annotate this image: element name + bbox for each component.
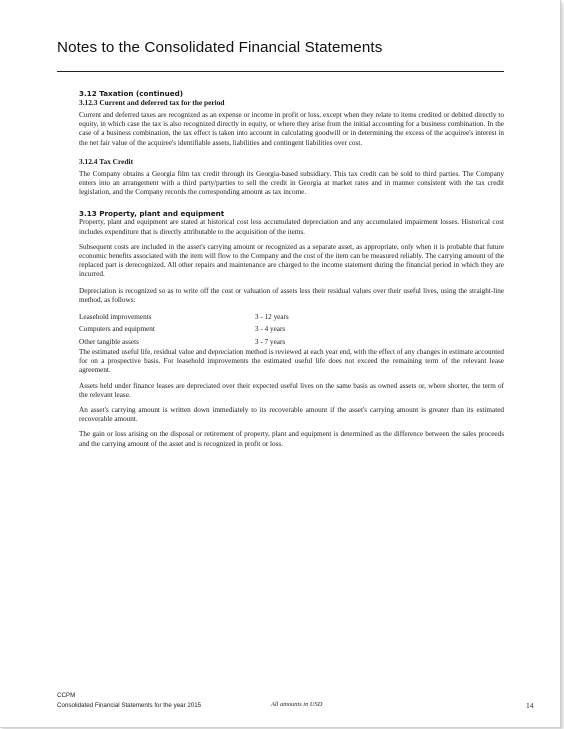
useful-life-years: 3 - 12 years bbox=[255, 313, 289, 322]
section-heading-3-12: 3.12 Taxation (continued) bbox=[79, 89, 184, 98]
useful-life-years: 3 - 7 years bbox=[255, 337, 286, 346]
subsection-heading-3-12-3: 3.12.3 Current and deferred tax for the period bbox=[79, 98, 225, 107]
paragraph-current-deferred-tax: Current and deferred taxes are recognized as an expense or income in profit or loss, except when they relate to items credited or debited directly to equity, in which case the tax is also recognized directly in equity, or where they arise from the initial accounting for a business combination. In the case of a business combination, the tax effect is taken into account in calculating goodwill or in determining the excess of the acquiree's interest in the net fair value of the acquiree's identifiable assets, liabilities and contingent liabilities over cost. bbox=[79, 111, 504, 147]
footer-company: CCPM bbox=[57, 692, 76, 699]
useful-lives-table bbox=[79, 311, 289, 348]
table-row bbox=[79, 311, 289, 323]
paragraph-ppe-3: Depreciation is recognized so as to write off the cost or valuation of assets less their residual values over their useful lives, using the straight-line method, as follows: bbox=[79, 286, 504, 304]
table-row bbox=[79, 336, 289, 348]
asset-class: Other tangible assets bbox=[79, 337, 139, 346]
paragraph-ppe-1: Property, plant and equipment are stated at historical cost less accumulated depreciation and any accumulated impairment losses. Historical cost includes expenditure that is directly attributable to the acquisition of the items. bbox=[79, 218, 504, 236]
paragraph-ppe-6: An asset's carrying amount is written down immediately to its recoverable amount if the asset's carrying amount is greater than its estimated recoverable amount. bbox=[79, 405, 504, 424]
footer-doc-name: Consolidated Financial Statements for the year 2015 bbox=[57, 701, 202, 709]
paragraph-ppe-5: Assets held under finance leases are depreciated over their expected useful lives on the same basis as owned assets or, where shorter, the term of the relevant lease. bbox=[79, 381, 504, 399]
page-title: Notes to the Consolidated Financial Statements bbox=[57, 39, 383, 56]
section-heading-3-13: 3.13 Property, plant and equipment bbox=[79, 209, 225, 219]
header-rule bbox=[57, 71, 504, 72]
paragraph-ppe-4: The estimated useful life, residual value and depreciation method is reviewed at each year end, with the effect of any changes in estimate accounted for on a prospective basis. For leasehold improvements the estimated useful life does not exceed the remaining term of the relevant lease agreement. bbox=[79, 347, 504, 375]
subsection-heading-3-12-4: 3.12.4 Tax Credit bbox=[79, 156, 134, 166]
asset-class: Leasehold improvements bbox=[79, 313, 152, 322]
useful-life-years: 3 - 4 years bbox=[255, 325, 286, 334]
footer-left bbox=[57, 691, 201, 710]
asset-class: Computers and equipment bbox=[79, 325, 155, 334]
table-row bbox=[79, 323, 289, 335]
footer-amounts-note: All amounts in USD bbox=[271, 701, 323, 708]
paragraph-ppe-7: The gain or loss arising on the disposal or retirement of property, plant and equipment is determined as the difference between the sales proceeds and the carrying amount of the asset and is recognized in profit or loss. bbox=[79, 430, 504, 448]
paragraph-tax-credit: The Company obtains a Georgia film tax credit through its Georgia-based subsidiary. This tax credit can be sold to third parties. The Company enters into an arrangement with a third party/parties to sell the credit in Georgia at market rates and in manner consistent with the tax credit legislation, and the Company records the corresponding amount as tax income. bbox=[79, 169, 504, 197]
paragraph-ppe-2: Subsequent costs are included in the asset's carrying amount or recognized as a separate asset, as appropriate, only when it is probable that future economic benefits associated with the item will flow to the Company and the cost of the item can be measured reliably. The carrying amount of the replaced part is derecognized. All other repairs and maintenance are charged to the income statement during the financial period in which they are incurred. bbox=[79, 242, 504, 279]
notes-content bbox=[79, 89, 504, 449]
page-number: 14 bbox=[526, 701, 534, 710]
